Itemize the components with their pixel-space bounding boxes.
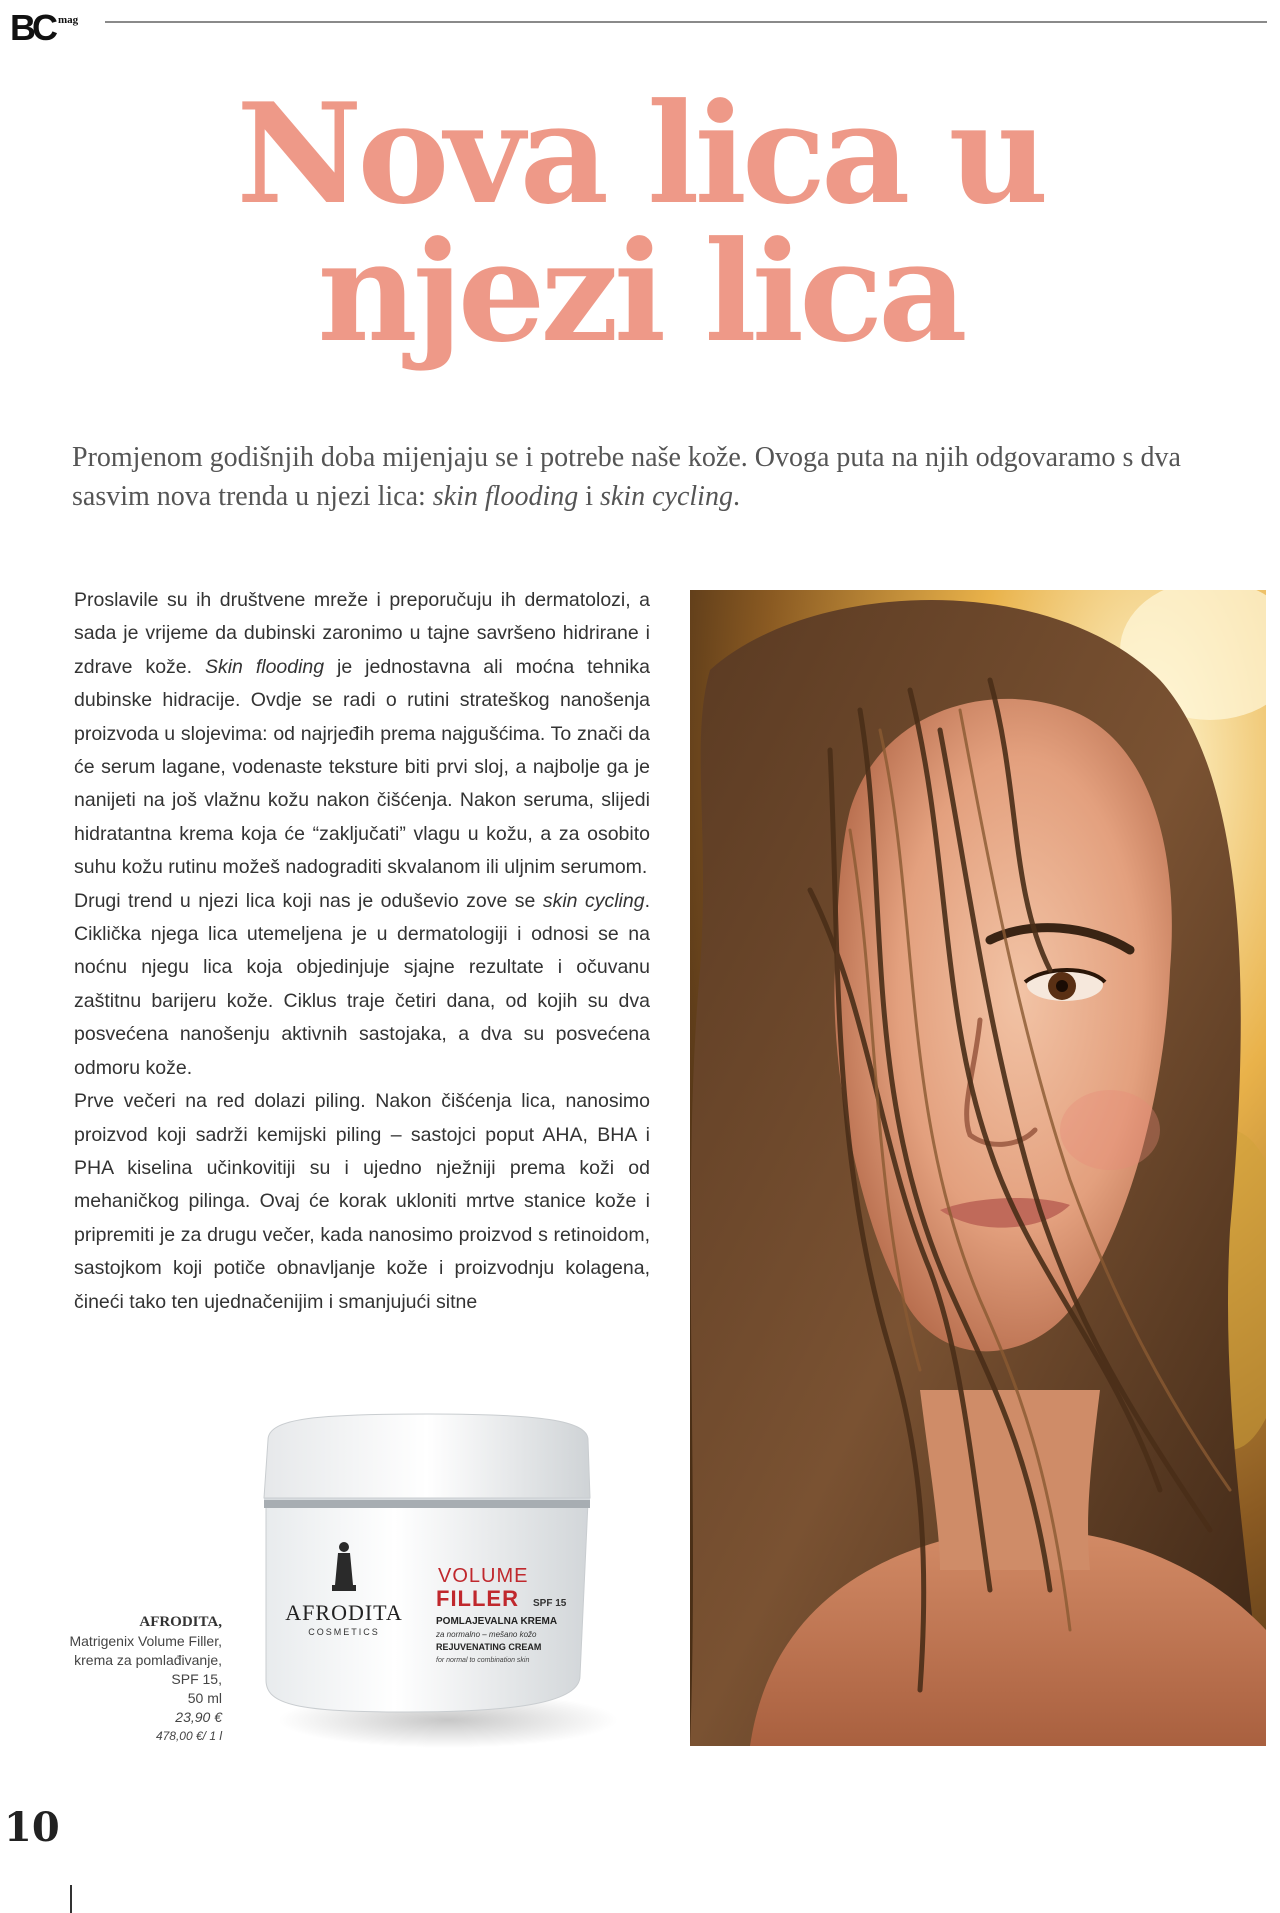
caption-line-2: krema za pomlađivanje,	[74, 1652, 222, 1668]
caption-unit-price: 478,00 €/ 1 l	[155, 1729, 222, 1743]
jar-name-2: FILLER	[436, 1586, 519, 1611]
jar-line-1: POMLAJEVALNA KREMA	[436, 1616, 558, 1627]
jar-brand-sub: COSMETICS	[308, 1627, 380, 1637]
jar-spf: SPF 15	[533, 1598, 567, 1609]
lead-em-1: skin flooding	[432, 481, 579, 512]
magazine-logo	[10, 7, 79, 48]
jar-name-1: VOLUME	[438, 1565, 529, 1587]
article-body	[74, 584, 650, 1319]
product-jar	[258, 1410, 618, 1750]
p1-part-a: Proslavile su ih društvene mreže i preporučuju ih dermatolozi, a sada je vrijeme da dubinski zaronimo u tajne savršeno hidrirane i zdrave kože.	[74, 589, 650, 678]
p2-part-a: Drugi trend u njezi lica koji nas je oduševio zove se	[74, 889, 543, 912]
title-line-1: Nova lica u	[236, 72, 1044, 235]
title-line-2: njezi lica	[317, 210, 963, 373]
p1-em: Skin flooding	[204, 655, 325, 678]
jar-illustration	[258, 1410, 618, 1750]
paragraph-1	[74, 584, 650, 885]
p1-part-b: je jednostavna ali moćna tehnika dubinske hidracije. Ovdje se radi o rutini strateškog nanošenja proizvoda u slojevima: od najrjeđih prema najgušćima. To znači da će serum lagane, vodenaste teksture biti prvi sloj, a najbolje ga je nanijeti na još vlažnu kožu nakon čišćenja. Nakon seruma, slijedi hidratantna krema koja će “zaključati” vlagu u kožu, a za osobito suhu kožu rutinu možeš nadograditi skvalanom ili uljnim serumom.	[74, 655, 650, 879]
jar-line-3: REJUVENATING CREAM	[436, 1642, 542, 1652]
lead-em-2: skin cycling	[600, 481, 733, 512]
header-rule	[105, 21, 1267, 23]
product-caption	[30, 1613, 222, 1746]
p2-part-b: . Ciklička njega lica utemeljena je u dermatologiji i odnosi se na noćnu njegu lica koja objedinjuje sjajne rezultate i očuvanu zaštitnu barijeru kože. Ciklus traje četiri dana, od kojih su dva posvećena nanošenju aktivnih sastojaka, a dva su posvećena odmoru kože.	[74, 889, 650, 1079]
caption-line-3: SPF 15,	[171, 1671, 222, 1687]
portrait-illustration	[690, 590, 1266, 1746]
page-number: 10	[4, 1804, 60, 1851]
article-title	[0, 72, 1280, 373]
caption-price: 23,90 €	[175, 1709, 222, 1725]
paragraph-3: Prve večeri na red dolazi piling. Nakon čišćenja lica, nanosimo proizvod koji sadrži kemijski piling – sastojci poput AHA, BHA i PHA kiselina učinkovitiji su i ujedno nježniji prema koži od mehaničkog pilinga. Ovaj će korak ukloniti mrtve stanice kože i pripremiti je za drugu večer, kada nanosimo proizvod s retinoidom, sastojkom koji potiče obnavljanje kože i proizvodnju kolagena, čineći tako ten ujednačenijim i smanjujući sitne	[74, 1090, 650, 1313]
caption-brand: AFRODITA,	[139, 1614, 222, 1630]
lead-end: .	[732, 481, 740, 512]
caption-line-4: 50 ml	[187, 1690, 222, 1706]
jar-brand: AFRODITA	[285, 1600, 403, 1625]
logo-main: BC	[10, 7, 54, 48]
jar-line-4: for normal to combination skin	[436, 1657, 530, 1664]
jar-line-2: za normalno – mešano kožo	[436, 1630, 537, 1639]
p2-em: skin cycling	[542, 889, 645, 912]
caption-line-1: Matrigenix Volume Filler,	[69, 1633, 222, 1649]
portrait-photo	[690, 590, 1266, 1746]
footer-rule	[70, 1885, 72, 1913]
paragraph-2	[74, 885, 650, 1085]
article-lead	[72, 438, 1252, 516]
lead-mid: i	[578, 481, 601, 512]
logo-sub: mag	[58, 14, 79, 26]
lead-part-1: Promjenom godišnjih doba mijenjaju se i potrebe naše kože. Ovoga puta na njih odgovaramo s dva sasvim nova trenda u njezi lica:	[72, 442, 1181, 512]
